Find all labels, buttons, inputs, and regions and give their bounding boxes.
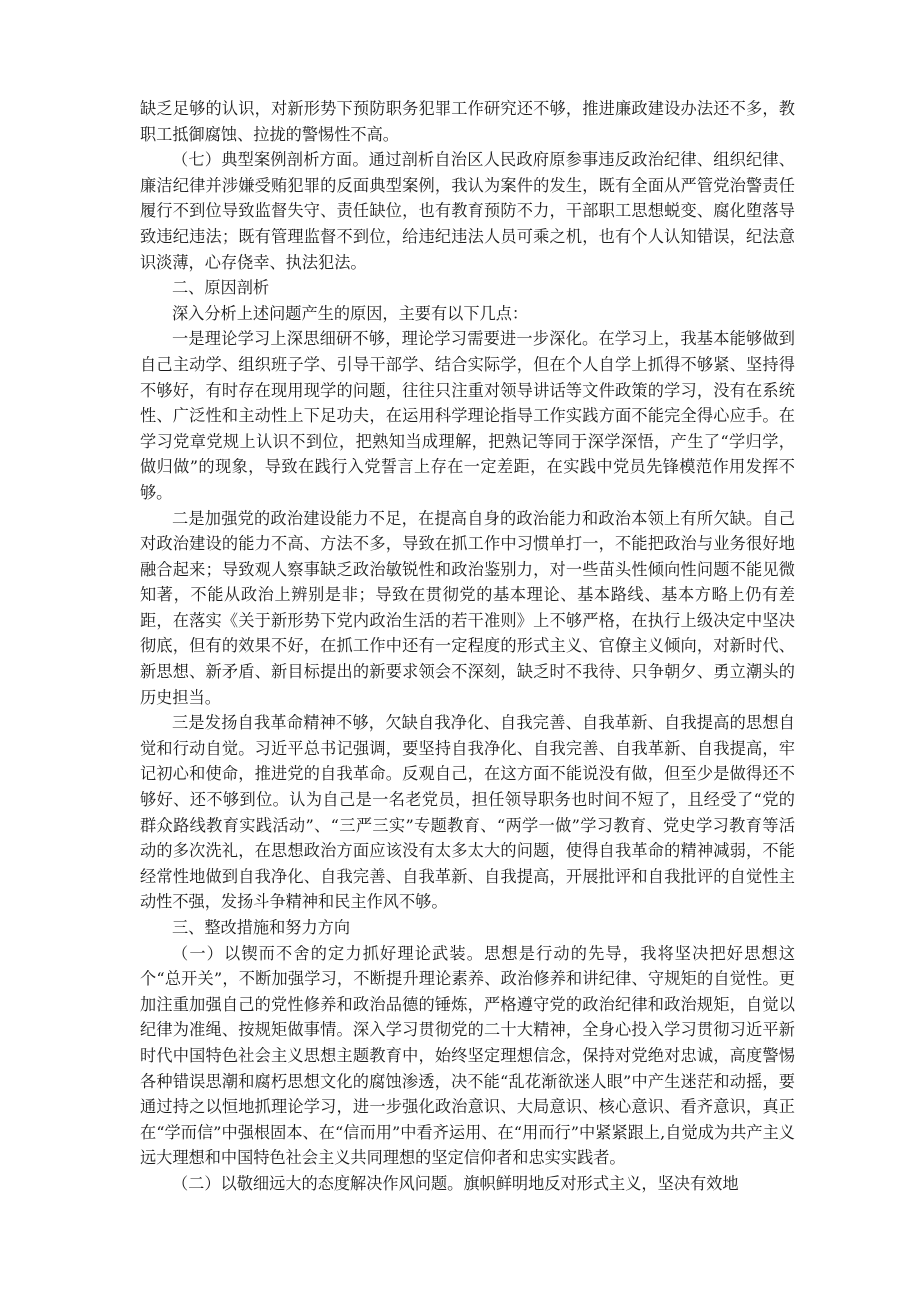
body-paragraph: （二）以敬细远大的态度解决作风问题。旗帜鲜明地反对形式主义，坚决有效地 [172, 1173, 739, 1193]
body-paragraph: 三是发扬自我革命精神不够，欠缺自我净化、自我完善、自我革新、自我提高的思想自觉和行动自觉。习近平总书记强调，要坚持自我净化、自我完善、自我革新、自我提高，牢记初心和使命，推进党的自我革命。反观自己，在这方面不能说没有做，但至少是做得还不够好、还不够到位。认为自己是一名老党员，担任领导职务也时间不短了，且经受了“党的群众路线教育实践活动”、“三严三实”专题教育、“两学一做”学习教育、党史学习教育等活动的多次洗礼，在思想政治方面应该没有太多太大的问题，使得自我革命的精神减弱，不能经常性地做到自我净化、自我完善、自我革新、自我提高，开展批评和自我批评的自觉性主动性不强，发扬斗争精神和民主作风不够。 [140, 713, 795, 912]
body-paragraph: 二是加强党的政治建设能力不足，在提高自身的政治能力和政治本领上有所欠缺。自己对政治建设的能力不高、方法不多，导致在抓工作中习惯单打一，不能把政治与业务很好地融合起来；导致观人察事缺乏政治敏锐性和政治鉴别力，对一些苗头性倾向性问题不能见微知著，不能从政治上辨别是非；导致在贯彻党的基本理论、基本路线、基本方略上仍有差距，在落实《关于新形势下党内政治生活的若干准则》上不够严格，在执行上级决定中坚决彻底，但有的效果不好，在抓工作中还有一定程度的形式主义、官僚主义倾向，对新时代、新思想、新矛盾、新目标提出的新要求领会不深刻，缺乏时不我待、只争朝夕、勇立潮头的历史担当。 [140, 508, 795, 707]
body-paragraph: （七）典型案例剖析方面。通过剖析自治区人民政府原参事违反政治纪律、组织纪律、廉洁纪律并涉嫌受贿犯罪的反面典型案例，我认为案件的发生，既有全面从严管党治警责任履行不到位导致监督失守、责任缺位，也有教育预防不力，干部职工思想蜕变、腐化堕落导致违纪违法；既有管理监督不到位，给违纪违法人员可乘之机，也有个人认知错误，纪法意识淡薄，心存侥幸、执法犯法。 [140, 150, 795, 272]
body-paragraph: 缺乏足够的认识，对新形势下预防职务犯罪工作研究还不够，推进廉政建设办法还不多，教职工抵御腐蚀、拉拢的警惕性不高。 [140, 99, 795, 144]
section-heading: 二、原因剖析 [172, 278, 270, 298]
body-paragraph: 深入分析上述问题产生的原因，主要有以下几点： [172, 303, 529, 323]
body-paragraph: 一是理论学习上深思细研不够，理论学习需要进一步深化。在学习上，我基本能够做到自己主动学、组织班子学、引导干部学、结合实际学，但在个人自学上抓得不够紧、坚持得不够好，有时存在现用现学的问题，往往只注重对领导讲话等文件政策的学习，没有在系统性、广泛性和主动性上下足功夫，在运用科学理论指导工作实践方面不能完全得心应手。在学习党章党规上认识不到位，把熟知当成理解，把熟记等同于深学深悟，产生了“学归学，做归做”的现象，导致在践行入党誓言上存在一定差距，在实践中党员先锋模范作用发挥不够。 [140, 329, 795, 502]
body-paragraph: （一）以锲而不舍的定力抓好理论武装。思想是行动的先导，我将坚决把好思想这个“总开关”，不断加强学习，不断提升理论素养、政治修养和讲纪律、守规矩的自觉性。更加注重加强自己的党性修养和政治品德的锤炼，严格遵守党的政治纪律和政治规矩，自觉以纪律为准绳、按规矩做事情。深入学习贯彻党的二十大精神，全身心投入学习贯彻习近平新时代中国特色社会主义思想主题教育中，始终坚定理想信念，保持对党绝对忠诚，高度警惕各种错误思潮和腐朽思想文化的腐蚀渗透，决不能“乱花渐欲迷人眼”中产生迷茫和动摇，要通过持之以恒地抓理论学习，进一步强化政治意识、大局意识、核心意识、看齐意识，真正在“学而信”中强根固本、在“信而用”中看齐运用、在“用而行”中紧紧跟上,自觉成为共产主义远大理想和中国特色社会主义共同理想的坚定信仰者和忠实实践者。 [140, 943, 795, 1168]
document-page [140, 96, 795, 1197]
section-heading: 三、整改措施和努力方向 [172, 918, 351, 937]
